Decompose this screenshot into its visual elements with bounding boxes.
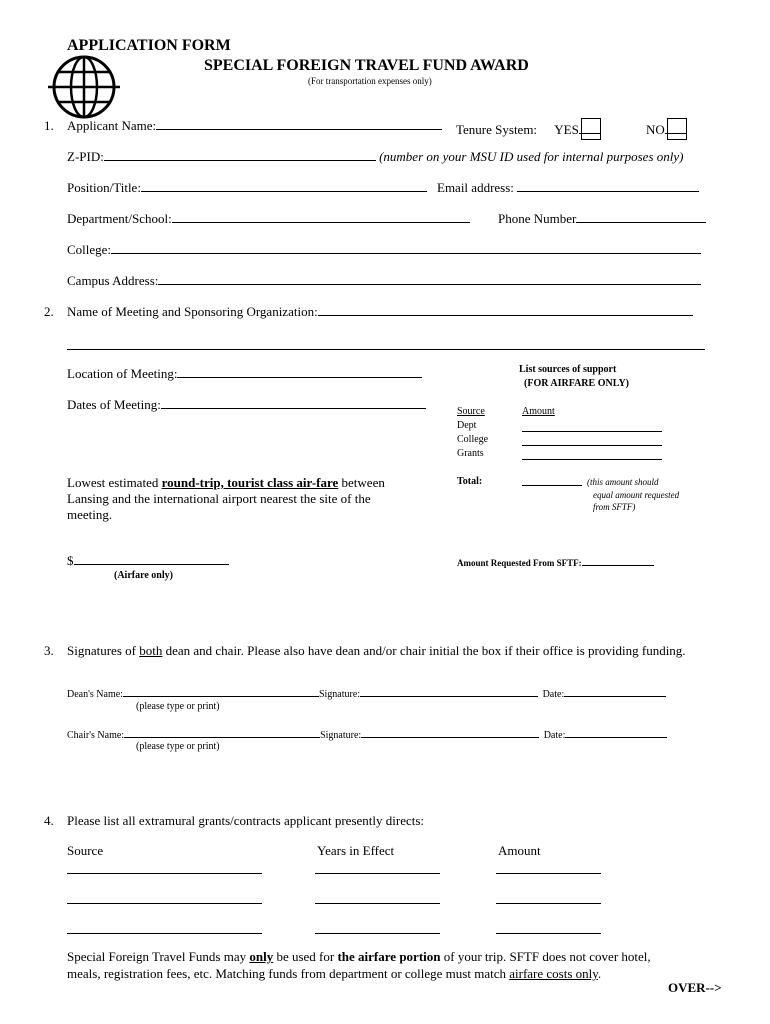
tenure-yes-checkbox[interactable] [581,118,601,140]
grant-source-field[interactable] [67,862,262,874]
department-row [67,211,470,227]
dean-signature-label: Signature: [318,689,361,700]
college-field[interactable] [111,242,701,254]
dean-row [67,687,666,700]
email-label: Email address: [437,180,514,195]
tenure-no-checkbox[interactable] [667,118,687,140]
tenure-no-row [646,118,687,140]
applicant-name-field[interactable] [156,118,442,130]
source-grants: Grants [457,448,484,459]
requested-field[interactable] [582,556,654,566]
chair-date-field[interactable] [565,728,667,738]
form-subtitle: SPECIAL FOREIGN TRAVEL FUND AWARD [204,57,529,74]
email-row [437,180,699,196]
total-label: Total: [457,476,483,487]
position-field[interactable] [141,180,427,192]
dates-field[interactable] [161,397,426,409]
chair-print-note: (please type or print) [136,741,220,752]
zpid-note: (number on your MSU ID used for internal purposes only) [379,149,684,164]
zpid-label: Z-PID: [67,149,104,164]
dean-name-field[interactable] [123,687,319,697]
applicant-name-row [67,118,442,134]
amount-grants-field[interactable] [522,448,662,464]
airfare-amount-field[interactable] [74,553,229,565]
section-4-text: Please list all extramural grants/contracts applicant presently directs: [67,813,425,828]
grant-source-field[interactable] [67,922,262,934]
grant-row [67,892,601,908]
dates-row [67,397,426,413]
zpid-field[interactable] [104,149,376,161]
tenure-no-label: NO [646,122,665,137]
position-row [67,180,427,196]
phone-label: Phone Number [498,211,577,226]
total-note-3: from SFTF) [593,502,636,512]
source-dept: Dept [457,420,477,431]
grant-row [67,922,601,938]
chair-row [67,728,667,741]
airfare-amount-row [67,553,229,569]
grant-amount-field[interactable] [496,892,601,904]
chair-date-label: Date: [543,730,566,741]
total-field[interactable] [522,474,582,490]
position-label: Position/Title: [67,180,141,195]
meeting-label: Name of Meeting and Sponsoring Organization: [67,304,318,319]
section-3-number: 3. [44,643,54,658]
total-note-2: equal amount requested [593,490,680,500]
meeting-field[interactable] [318,304,693,316]
grant-source-field[interactable] [67,892,262,904]
support-title: List sources of support [519,364,617,375]
dean-signature-field[interactable] [360,687,538,697]
dean-date-field[interactable] [564,687,666,697]
dean-date-label: Date: [542,689,565,700]
grant-amount-field[interactable] [496,862,601,874]
chair-name-field[interactable] [124,728,320,738]
college-label: College: [67,242,112,257]
globe-logo [46,52,122,122]
footer-note: Special Foreign Travel Funds may only be used for the airfare portion of your trip. SFTF does not cover hotel, meals, registration fees, etc. Matching funds from department or college must match airfare costs only. [67,949,651,981]
section-2-number: 2. [44,304,54,319]
chair-signature-label: Signature: [320,730,362,741]
requested-row [457,556,654,568]
phone-row [498,211,706,227]
section-3-text: Signatures of both dean and chair. Please also have dean and/or chair initial the box if their office is providing funding. [67,643,686,658]
email-field[interactable] [517,180,699,192]
dean-name-label: Dean's Name: [67,689,123,700]
form-title: APPLICATION FORM [67,37,231,54]
source-college: College [457,434,489,445]
tenure-row [456,118,601,140]
grant-years-field[interactable] [315,892,440,904]
grants-col-source: Source [67,843,104,858]
total-note-1: (this amount should [587,477,659,487]
grants-col-amount: Amount [498,843,541,858]
grant-amount-field[interactable] [496,922,601,934]
college-row [67,242,701,258]
grant-years-field[interactable] [315,922,440,934]
source-header: Source [457,406,485,417]
amount-header: Amount [522,406,555,417]
grants-col-years: Years in Effect [317,843,395,858]
location-label: Location of Meeting: [67,366,178,381]
requested-label: Amount Requested From SFTF: [457,558,582,568]
chair-signature-field[interactable] [361,728,539,738]
applicant-name-label: Applicant Name: [67,118,157,133]
campus-label: Campus Address: [67,273,159,288]
airfare-emphasis: round-trip, tourist class air-fare [161,475,339,490]
location-row [67,366,422,382]
airfare-text: Lowest estimated round-trip, tourist class air-fare between Lansing and the international airport nearest the site of the meeting. [67,475,385,522]
meeting-row [67,304,693,320]
zpid-row [67,149,683,165]
support-subtitle: (FOR AIRFARE ONLY) [524,378,630,389]
header-note: (For transportation expenses only) [308,76,432,86]
department-label: Department/School: [67,211,172,226]
over-indicator: OVER--> [668,980,722,995]
phone-field[interactable] [576,211,706,223]
campus-row [67,273,701,289]
dates-label: Dates of Meeting: [67,397,161,412]
tenure-yes-label: YES [554,122,579,137]
airfare-only-note: (Airfare only) [114,570,173,581]
tenure-label: Tenure System: [456,122,538,137]
meeting-field-line2[interactable] [67,338,705,354]
dean-print-note: (please type or print) [136,701,220,712]
section-4-number: 4. [44,813,54,828]
grant-row [67,862,601,878]
location-field[interactable] [177,366,422,378]
dollar-sign: $ [67,553,74,568]
chair-name-label: Chair's Name: [67,730,125,741]
section-1-number: 1. [44,118,54,133]
grant-years-field[interactable] [315,862,440,874]
campus-field[interactable] [158,273,701,285]
department-field[interactable] [172,211,470,223]
